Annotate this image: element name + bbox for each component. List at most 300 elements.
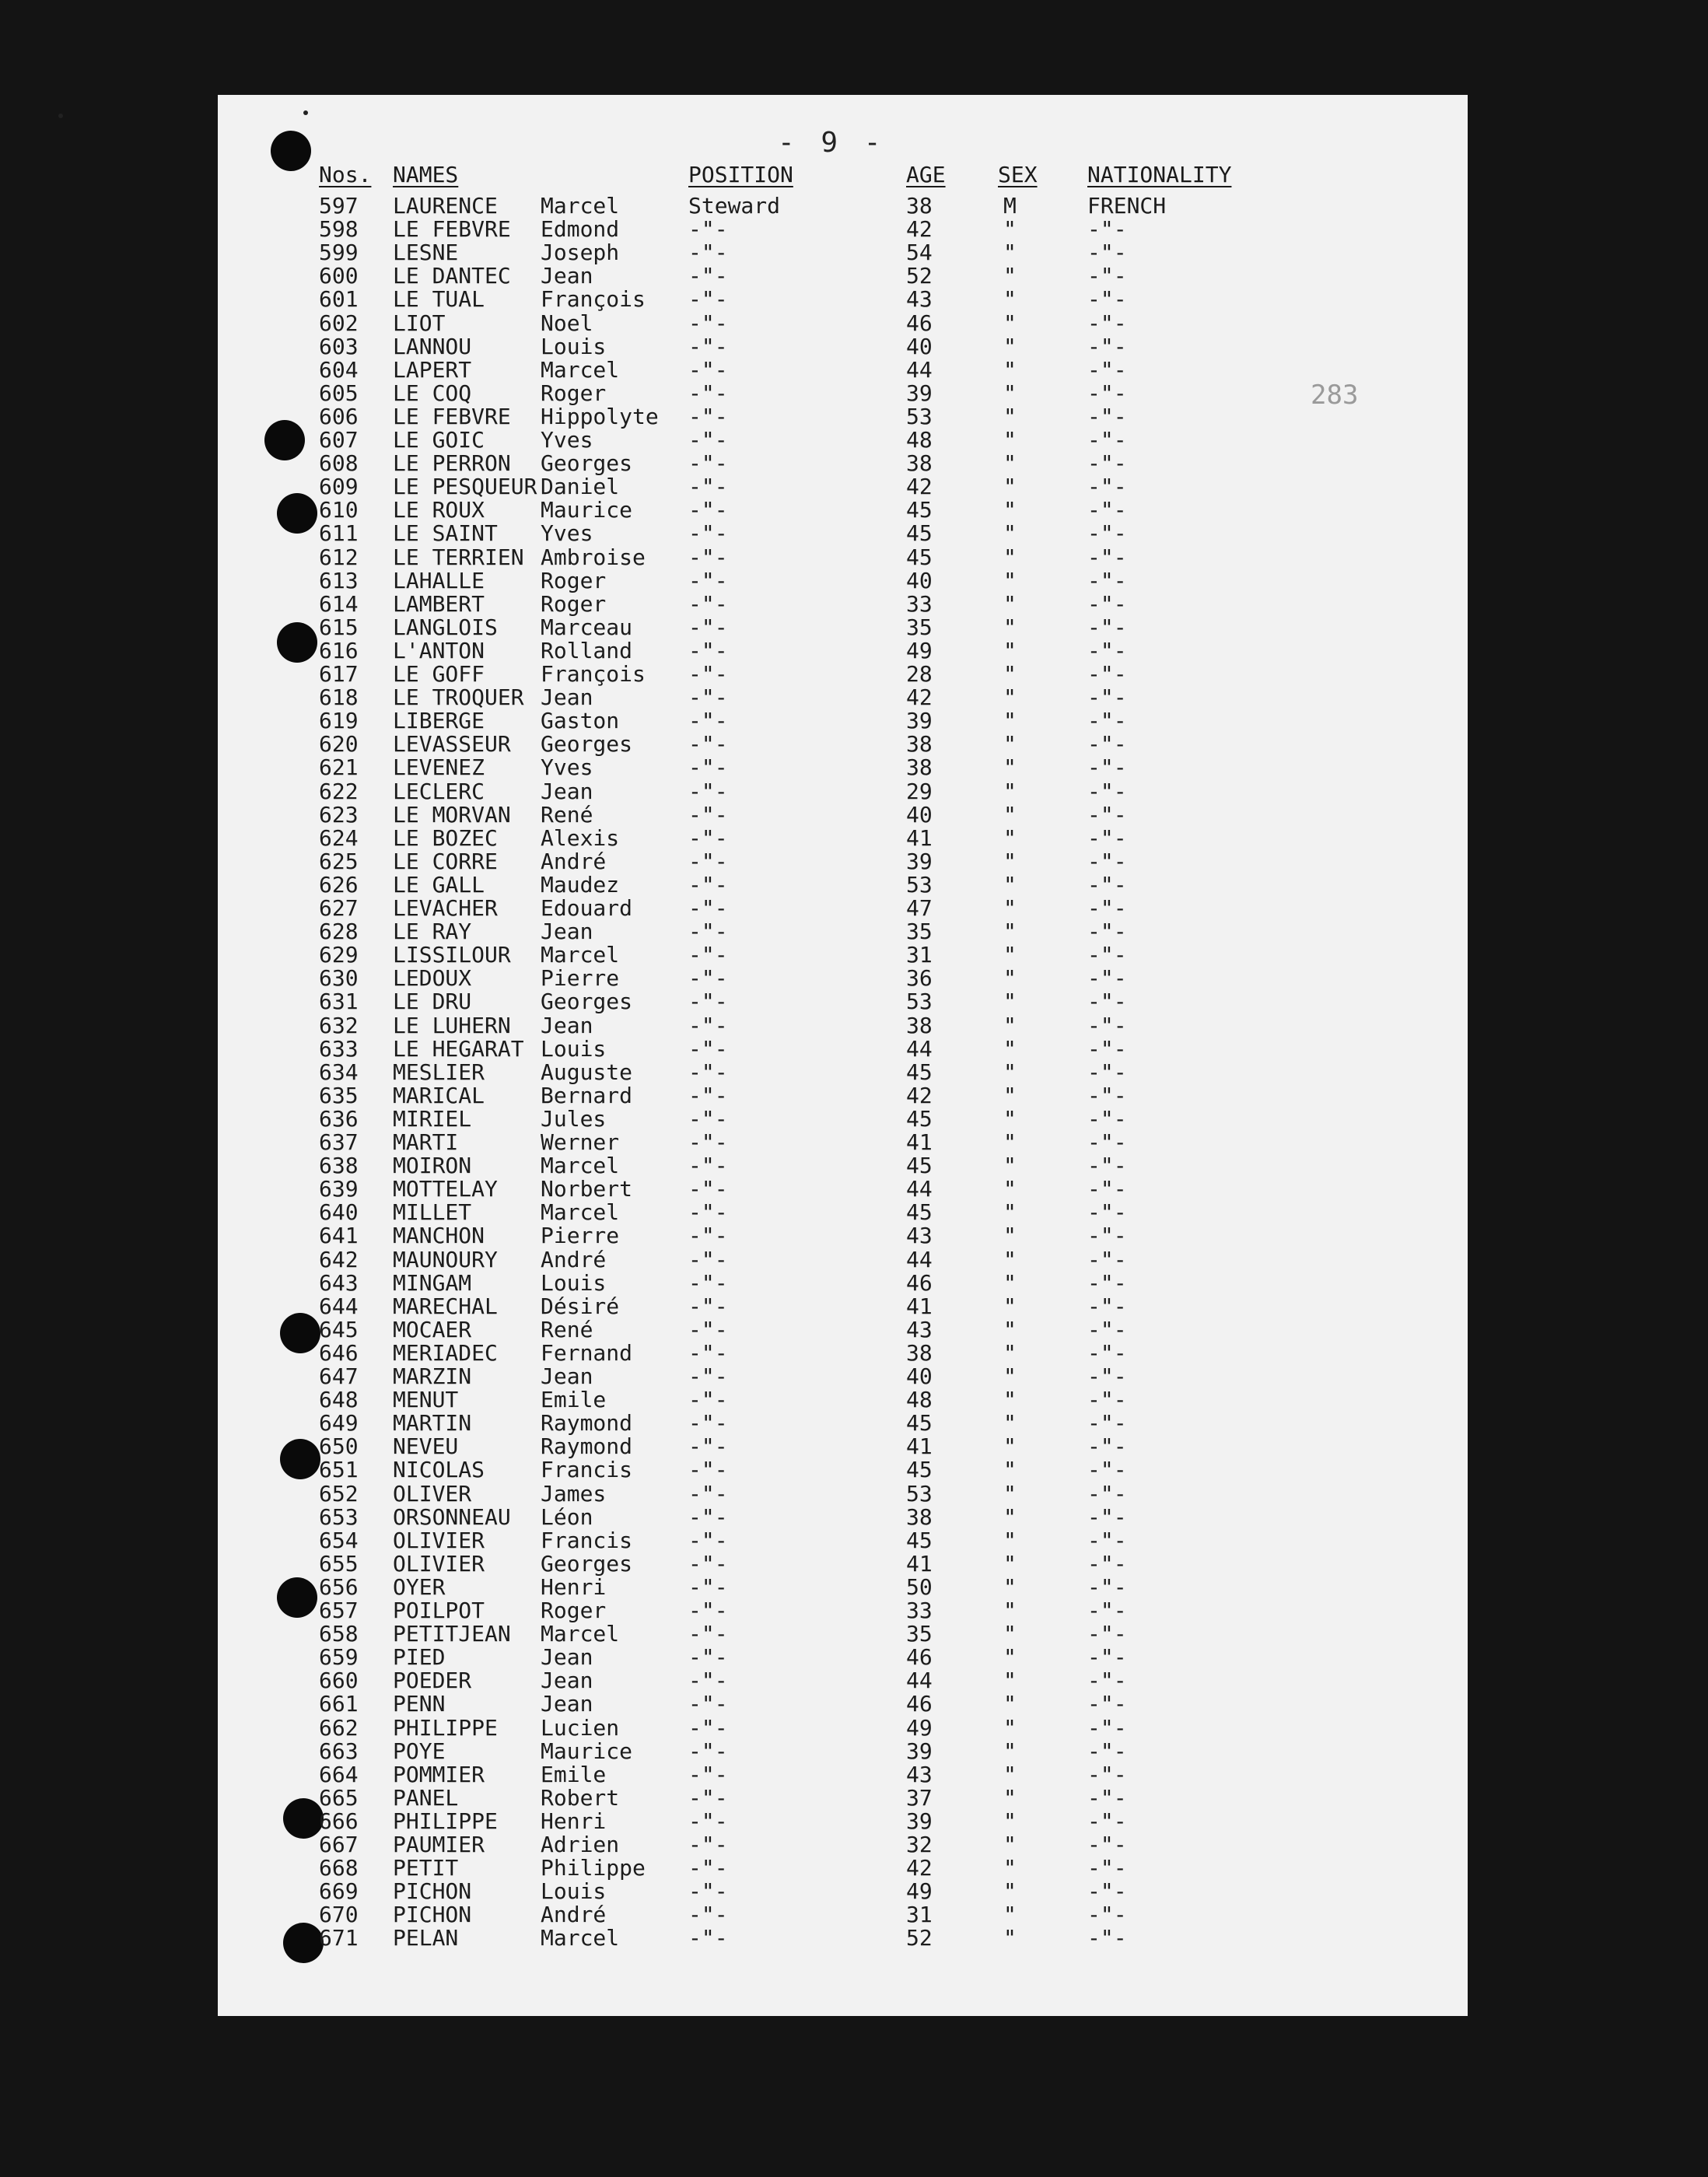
entry-number: 638: [319, 1153, 359, 1179]
table-row: [0, 848, 1127, 874]
nationality: -"-: [1087, 778, 1127, 804]
surname: PAUMIER: [393, 1832, 485, 1857]
surname: LE PERRON: [393, 450, 511, 477]
entry-number: 665: [319, 1784, 359, 1811]
age: 41: [906, 824, 933, 851]
entry-number: 617: [319, 661, 359, 687]
nationality: -"-: [1087, 801, 1127, 828]
nationality: -"-: [1087, 1691, 1127, 1717]
entry-number: 600: [319, 263, 359, 289]
age: 45: [906, 544, 933, 570]
first-name: Edouard: [541, 895, 633, 921]
table-row: [0, 1714, 1127, 1741]
age: 39: [906, 708, 933, 734]
entry-number: 633: [319, 1035, 359, 1062]
surname: PIED: [393, 1644, 446, 1671]
nationality: -"-: [1087, 1082, 1127, 1108]
position: -"-: [688, 333, 728, 359]
entry-number: 627: [319, 895, 359, 921]
nationality: -"-: [1087, 1035, 1127, 1062]
nationality: -"-: [1087, 824, 1127, 851]
position: -"-: [688, 380, 728, 406]
nationality: -"-: [1087, 1644, 1127, 1671]
age: 44: [906, 1246, 933, 1272]
entry-number: 664: [319, 1761, 359, 1787]
surname: MOCAER: [393, 1316, 472, 1342]
age: 43: [906, 286, 933, 313]
surname: LAHALLE: [393, 567, 485, 593]
age: 53: [906, 989, 933, 1015]
first-name: Lucien: [541, 1714, 620, 1741]
table-row: [0, 1316, 1127, 1342]
surname: POMMIER: [393, 1761, 485, 1787]
first-name: Georges: [541, 450, 633, 477]
first-name: Jean: [541, 1012, 593, 1038]
age: 43: [906, 1761, 933, 1787]
surname: LE PESQUEUR: [393, 474, 537, 500]
position: -"-: [688, 286, 728, 313]
nationality: -"-: [1087, 1598, 1127, 1623]
age: 53: [906, 871, 933, 898]
first-name: Maurice: [541, 1738, 633, 1764]
sex: ": [1003, 1761, 1017, 1787]
position: -"-: [688, 848, 728, 874]
position: -"-: [688, 824, 728, 851]
table-row: [0, 1761, 1127, 1787]
surname: PETIT: [393, 1855, 459, 1881]
surname: MARECHAL: [393, 1293, 498, 1319]
surname: LE DRU: [393, 989, 472, 1015]
age: 45: [906, 1059, 933, 1085]
nationality: -"-: [1087, 450, 1127, 477]
sex: ": [1003, 1691, 1017, 1717]
table-row: [0, 520, 1127, 547]
sex: ": [1003, 263, 1017, 289]
nationality: -"-: [1087, 497, 1127, 523]
position: -"-: [688, 1784, 728, 1811]
table-row: [0, 1082, 1127, 1108]
archive-stamp: 283: [1311, 380, 1359, 411]
surname: LE COQ: [393, 380, 472, 406]
entry-number: 660: [319, 1668, 359, 1694]
age: 44: [906, 1035, 933, 1062]
table-row: [0, 1480, 1127, 1507]
position: -"-: [688, 919, 728, 945]
table-row: [0, 1269, 1127, 1296]
first-name: Maudez: [541, 871, 620, 898]
age: 40: [906, 333, 933, 359]
surname: MARZIN: [393, 1363, 472, 1389]
entry-number: 670: [319, 1902, 359, 1928]
sex: ": [1003, 637, 1017, 663]
age: 43: [906, 1316, 933, 1342]
first-name: François: [541, 661, 646, 687]
table-row: [0, 380, 1127, 406]
surname: LE GALL: [393, 871, 485, 898]
position: -"-: [688, 1387, 728, 1413]
sex: ": [1003, 801, 1017, 828]
table-row: [0, 497, 1127, 523]
nationality: -"-: [1087, 1457, 1127, 1483]
first-name: Louis: [541, 1269, 607, 1296]
table-row: [0, 1457, 1127, 1483]
nationality: -"-: [1087, 1293, 1127, 1319]
position: -"-: [688, 1082, 728, 1108]
first-name: Jean: [541, 263, 593, 289]
age: 39: [906, 1738, 933, 1764]
table-row: [0, 1105, 1127, 1132]
header-nationality: NATIONALITY: [1087, 162, 1232, 187]
position: -"-: [688, 871, 728, 898]
entry-number: 656: [319, 1573, 359, 1600]
nationality: -"-: [1087, 1925, 1127, 1951]
nationality: -"-: [1087, 871, 1127, 898]
first-name: Gaston: [541, 708, 620, 734]
table-row: [0, 1527, 1127, 1553]
position: -"-: [688, 240, 728, 266]
entry-number: 601: [319, 286, 359, 313]
age: 45: [906, 1199, 933, 1226]
first-name: François: [541, 286, 646, 313]
age: 38: [906, 754, 933, 781]
nationality: -"-: [1087, 965, 1127, 992]
sex: ": [1003, 848, 1017, 874]
age: 33: [906, 1598, 933, 1623]
surname: MAUNOURY: [393, 1246, 498, 1272]
age: 31: [906, 1902, 933, 1928]
surname: NEVEU: [393, 1433, 459, 1460]
nationality: -"-: [1087, 708, 1127, 734]
sex: ": [1003, 1808, 1017, 1834]
position: -"-: [688, 942, 728, 968]
position: -"-: [688, 310, 728, 336]
punch-hole-top: [271, 131, 311, 171]
entry-number: 606: [319, 403, 359, 429]
position: -"-: [688, 1339, 728, 1366]
position: -"-: [688, 1105, 728, 1132]
entry-number: 662: [319, 1714, 359, 1741]
nationality: -"-: [1087, 942, 1127, 968]
table-row: [0, 684, 1127, 711]
sex: ": [1003, 1316, 1017, 1342]
first-name: Louis: [541, 333, 607, 359]
table-row: [0, 356, 1127, 383]
surname: LE FEBVRE: [393, 216, 511, 243]
table-row: [0, 824, 1127, 851]
sex: ": [1003, 544, 1017, 570]
sex: ": [1003, 1176, 1017, 1202]
sex: ": [1003, 310, 1017, 336]
age: 38: [906, 731, 933, 758]
entry-number: 604: [319, 356, 359, 383]
nationality: -"-: [1087, 380, 1127, 406]
position: -"-: [688, 614, 728, 640]
age: 32: [906, 1832, 933, 1857]
first-name: Jean: [541, 1644, 593, 1671]
first-name: Jean: [541, 684, 593, 711]
entry-number: 647: [319, 1363, 359, 1389]
sex: ": [1003, 919, 1017, 945]
entry-number: 615: [319, 614, 359, 640]
entry-number: 646: [319, 1339, 359, 1366]
entry-number: 610: [319, 497, 359, 523]
surname: MARICAL: [393, 1082, 485, 1108]
surname: LIBERGE: [393, 708, 485, 734]
age: 52: [906, 1925, 933, 1951]
surname: LE DANTEC: [393, 263, 511, 289]
age: 49: [906, 637, 933, 663]
position: -"-: [688, 965, 728, 992]
surname: LE TROQUER: [393, 684, 524, 711]
nationality: -"-: [1087, 1902, 1127, 1928]
entry-number: 614: [319, 590, 359, 617]
nationality: -"-: [1087, 1176, 1127, 1202]
surname: PELAN: [393, 1925, 459, 1951]
position: -"-: [688, 1223, 728, 1249]
table-row: [0, 193, 1167, 219]
nationality: -"-: [1087, 1105, 1127, 1132]
position: -"-: [688, 1550, 728, 1577]
nationality: -"-: [1087, 1269, 1127, 1296]
position: -"-: [688, 1644, 728, 1671]
position: -"-: [688, 427, 728, 453]
first-name: Raymond: [541, 1433, 633, 1460]
entry-number: 658: [319, 1621, 359, 1647]
surname: MARTI: [393, 1129, 459, 1155]
entry-number: 639: [319, 1176, 359, 1202]
sex: ": [1003, 708, 1017, 734]
nationality: -"-: [1087, 754, 1127, 781]
nationality: -"-: [1087, 1550, 1127, 1577]
sex: ": [1003, 427, 1017, 453]
age: 29: [906, 778, 933, 804]
table-row: [0, 614, 1127, 640]
first-name: Marcel: [541, 1925, 620, 1951]
nationality: -"-: [1087, 1621, 1127, 1647]
sex: ": [1003, 778, 1017, 804]
sex: ": [1003, 1433, 1017, 1460]
age: 40: [906, 567, 933, 593]
table-row: [0, 1339, 1127, 1366]
entry-number: 609: [319, 474, 359, 500]
age: 38: [906, 1012, 933, 1038]
sex: ": [1003, 1082, 1017, 1108]
table-row: [0, 567, 1127, 593]
age: 48: [906, 1387, 933, 1413]
sex: ": [1003, 450, 1017, 477]
nationality: -"-: [1087, 1339, 1127, 1366]
nationality: -"-: [1087, 1433, 1127, 1460]
table-row: [0, 1059, 1127, 1085]
first-name: Marcel: [541, 942, 620, 968]
nationality: -"-: [1087, 848, 1127, 874]
surname: LAPERT: [393, 356, 472, 383]
position: -"-: [688, 403, 728, 429]
sex: ": [1003, 1129, 1017, 1155]
table-row: [0, 240, 1127, 266]
age: 45: [906, 1457, 933, 1483]
age: 43: [906, 1223, 933, 1249]
sex: ": [1003, 661, 1017, 687]
position: -"-: [688, 1714, 728, 1741]
first-name: Léon: [541, 1503, 593, 1530]
position: -"-: [688, 637, 728, 663]
first-name: Georges: [541, 731, 633, 758]
surname: PETITJEAN: [393, 1621, 511, 1647]
nationality: -"-: [1087, 1855, 1127, 1881]
first-name: Fernand: [541, 1339, 633, 1366]
entry-number: 635: [319, 1082, 359, 1108]
surname: MINGAM: [393, 1269, 472, 1296]
entry-number: 625: [319, 848, 359, 874]
position: -"-: [688, 1902, 728, 1928]
table-row: [0, 708, 1127, 734]
first-name: Désiré: [541, 1293, 620, 1319]
nationality: -"-: [1087, 520, 1127, 547]
position: -"-: [688, 1457, 728, 1483]
table-row: [0, 1644, 1127, 1671]
table-row: [0, 1573, 1127, 1600]
first-name: André: [541, 848, 607, 874]
entry-number: 655: [319, 1550, 359, 1577]
surname: OYER: [393, 1573, 446, 1600]
surname: POEDER: [393, 1668, 472, 1694]
nationality: -"-: [1087, 1503, 1127, 1530]
nationality: -"-: [1087, 1363, 1127, 1389]
surname: LE FEBVRE: [393, 403, 511, 429]
position: -"-: [688, 661, 728, 687]
surname: PICHON: [393, 1878, 472, 1905]
entry-number: 648: [319, 1387, 359, 1413]
nationality: -"-: [1087, 1012, 1127, 1038]
sex: ": [1003, 731, 1017, 758]
sex: ": [1003, 1387, 1017, 1413]
position: -"-: [688, 1503, 728, 1530]
sex: ": [1003, 403, 1017, 429]
position: -"-: [688, 1012, 728, 1038]
nationality: -"-: [1087, 1714, 1127, 1741]
dust-speck: [303, 110, 308, 115]
entry-number: 668: [319, 1855, 359, 1881]
position: -"-: [688, 1598, 728, 1623]
position: -"-: [688, 1363, 728, 1389]
position: -"-: [688, 895, 728, 921]
sex: ": [1003, 824, 1017, 851]
first-name: Jean: [541, 1691, 593, 1717]
table-row: [0, 1503, 1127, 1530]
entry-number: 669: [319, 1878, 359, 1905]
age: 41: [906, 1550, 933, 1577]
sex: ": [1003, 1832, 1017, 1857]
surname: LE CORRE: [393, 848, 498, 874]
nationality: -"-: [1087, 286, 1127, 313]
first-name: Marcel: [541, 356, 620, 383]
entry-number: 602: [319, 310, 359, 336]
sex: ": [1003, 1293, 1017, 1319]
table-row: [0, 1293, 1127, 1319]
surname: POYE: [393, 1738, 446, 1764]
position: -"-: [688, 1433, 728, 1460]
entry-number: 623: [319, 801, 359, 828]
first-name: Auguste: [541, 1059, 633, 1085]
nationality: -"-: [1087, 919, 1127, 945]
position: -"-: [688, 544, 728, 570]
nationality: -"-: [1087, 263, 1127, 289]
age: 39: [906, 380, 933, 406]
age: 46: [906, 1269, 933, 1296]
table-row: [0, 1387, 1127, 1413]
sex: ": [1003, 1223, 1017, 1249]
age: 47: [906, 895, 933, 921]
age: 40: [906, 1363, 933, 1389]
age: 42: [906, 216, 933, 243]
nationality: -"-: [1087, 1784, 1127, 1811]
surname: PENN: [393, 1691, 446, 1717]
sex: ": [1003, 380, 1017, 406]
entry-number: 649: [319, 1410, 359, 1437]
table-row: [0, 1223, 1127, 1249]
surname: LAMBERT: [393, 590, 485, 617]
surname: LAURENCE: [393, 193, 498, 219]
sex: ": [1003, 356, 1017, 383]
entry-number: 641: [319, 1223, 359, 1249]
age: 38: [906, 1339, 933, 1366]
first-name: Roger: [541, 567, 607, 593]
nationality: FRENCH: [1087, 193, 1167, 219]
surname: MOIRON: [393, 1153, 472, 1179]
surname: LIOT: [393, 310, 446, 336]
sex: ": [1003, 1644, 1017, 1671]
nationality: -"-: [1087, 895, 1127, 921]
age: 35: [906, 614, 933, 640]
position: -"-: [688, 1621, 728, 1647]
surname: MANCHON: [393, 1223, 485, 1249]
nationality: -"-: [1087, 567, 1127, 593]
age: 38: [906, 450, 933, 477]
surname: OLIVIER: [393, 1550, 485, 1577]
nationality: -"-: [1087, 1738, 1127, 1764]
nationality: -"-: [1087, 1199, 1127, 1226]
first-name: Philippe: [541, 1855, 646, 1881]
position: -"-: [688, 989, 728, 1015]
nationality: -"-: [1087, 684, 1127, 711]
sex: ": [1003, 614, 1017, 640]
table-row: [0, 1808, 1127, 1834]
surname: LEDOUX: [393, 965, 472, 992]
sex: ": [1003, 1527, 1017, 1553]
position: -"-: [688, 216, 728, 243]
position: -"-: [688, 1246, 728, 1272]
age: 49: [906, 1878, 933, 1905]
age: 52: [906, 263, 933, 289]
first-name: Pierre: [541, 965, 620, 992]
entry-number: 621: [319, 754, 359, 781]
first-name: Daniel: [541, 474, 620, 500]
position: -"-: [688, 1410, 728, 1437]
position: -"-: [688, 1925, 728, 1951]
surname: PANEL: [393, 1784, 459, 1811]
surname: LE LUHERN: [393, 1012, 511, 1038]
sex: ": [1003, 989, 1017, 1015]
table-row: [0, 216, 1127, 243]
age: 38: [906, 193, 933, 219]
table-row: [0, 1668, 1127, 1694]
sex: ": [1003, 1269, 1017, 1296]
position: Steward: [688, 193, 781, 219]
table-row: [0, 637, 1127, 663]
sex: ": [1003, 1738, 1017, 1764]
age: 46: [906, 1691, 933, 1717]
